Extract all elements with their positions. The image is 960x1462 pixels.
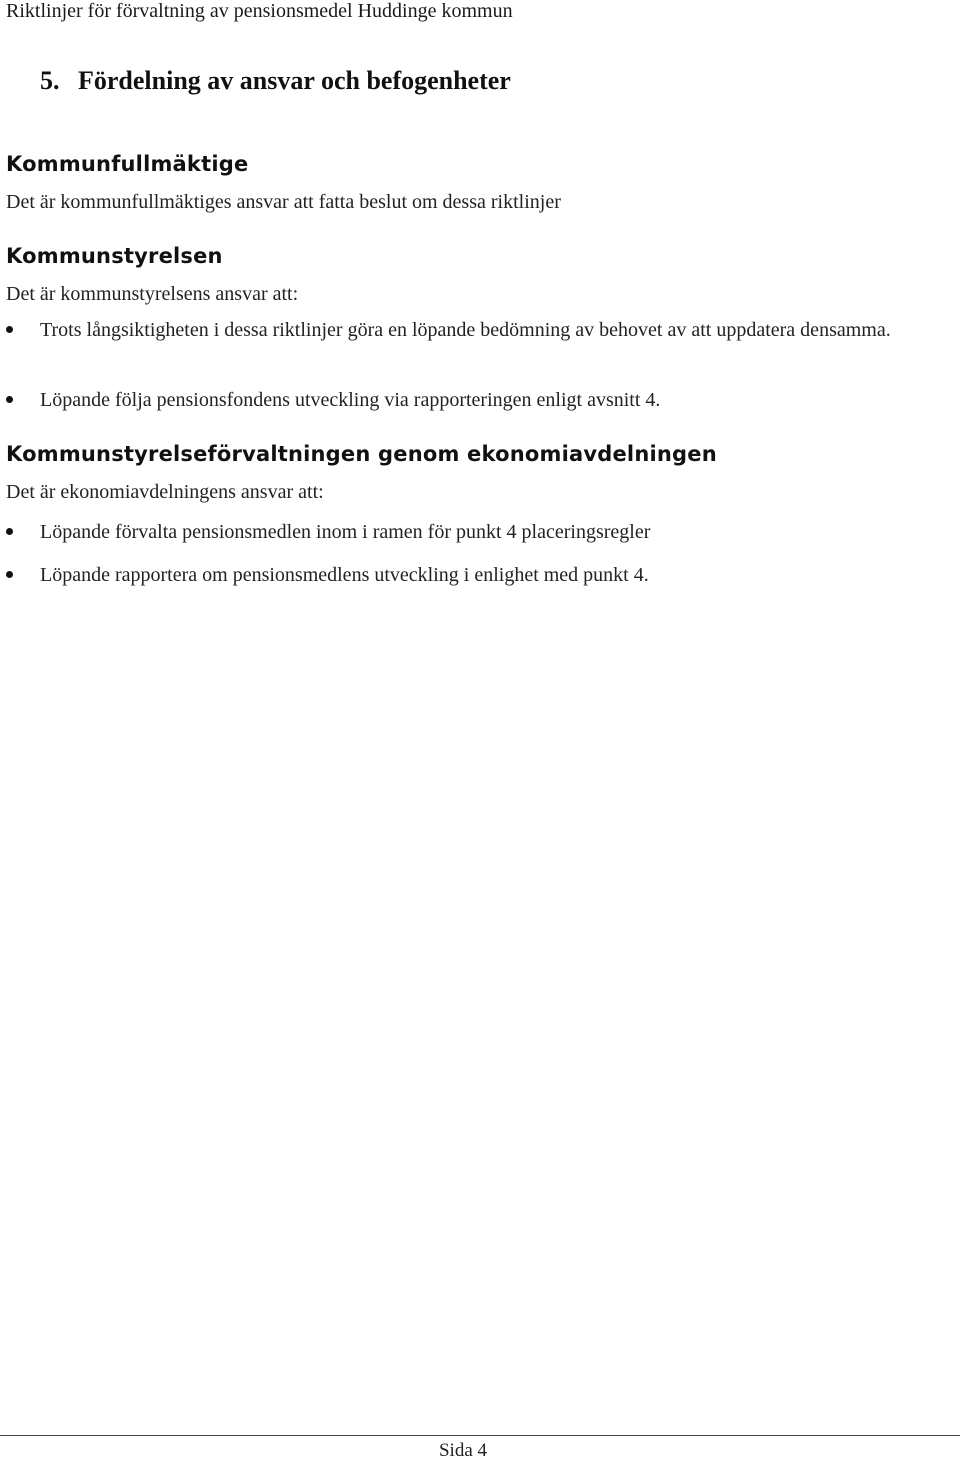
page-number: Sida 4 (438, 1440, 488, 1461)
kommunstyrelsen-intro: Det är kommunstyrelsens ansvar att: (6, 283, 299, 305)
kommunfullmaktige-heading: Kommunfullmäktige (6, 152, 249, 176)
list-item-text: Löpande följa pensionsfondens utveckling via rapporteringen enligt avsnitt 4. (40, 389, 661, 411)
forvaltningen-intro: Det är ekonomiavdelningens ansvar att: (6, 481, 324, 503)
list-item-text: Trots långsiktigheten i dessa riktlinjer göra en löpande bedömning av behovet av att uppdatera densamma. (40, 319, 891, 341)
kommunfullmaktige-text: Det är kommunfullmäktiges ansvar att fatta beslut om dessa riktlinjer (6, 191, 561, 213)
section-title: Fördelning av ansvar och befogenheter (78, 66, 511, 95)
section-heading (40, 66, 511, 96)
bullet-icon (6, 396, 13, 403)
list-item-text: Löpande rapportera om pensionsmedlens utveckling i enlighet med punkt 4. (40, 564, 649, 586)
bullet-icon (6, 571, 13, 578)
footer-divider (0, 1435, 960, 1436)
bullet-icon (6, 528, 13, 535)
running-header: Riktlinjer för förvaltning av pensionsmedel Huddinge kommun (6, 0, 513, 22)
forvaltningen-heading: Kommunstyrelseförvaltningen genom ekonomiavdelningen (6, 442, 717, 466)
section-number: 5. (40, 66, 60, 95)
bullet-icon (6, 326, 13, 333)
kommunstyrelsen-heading: Kommunstyrelsen (6, 244, 223, 268)
list-item-text: Löpande förvalta pensionsmedlen inom i ramen för punkt 4 placeringsregler (40, 521, 651, 543)
